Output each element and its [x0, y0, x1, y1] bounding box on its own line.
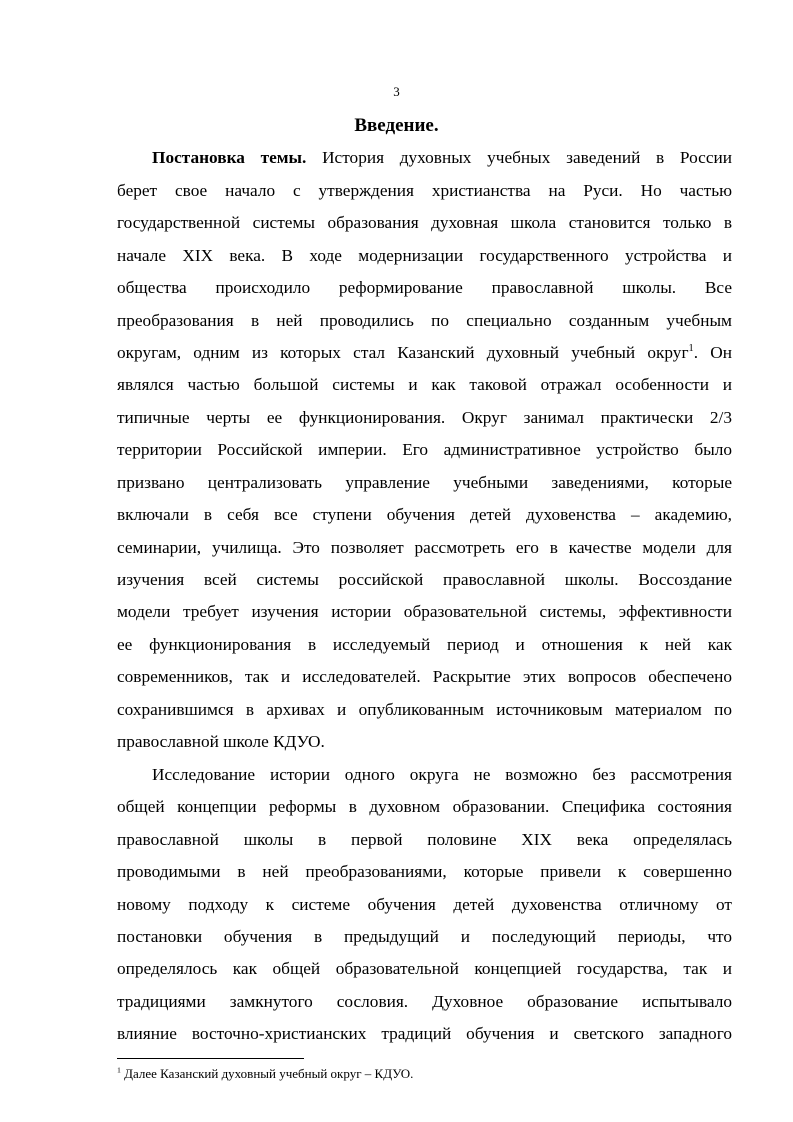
- text-line: общей концепции реформы в духовном образовании. Специфика состояния: [117, 797, 732, 816]
- text-line: призвано централизовать управление учебными заведениями, которые: [117, 473, 732, 492]
- text-line: православной школы в первой половине XIX века определялась: [117, 830, 732, 849]
- text-line: являлся частью большой системы и как таковой отражал особенности и: [117, 375, 732, 394]
- footnote-reference: 1: [688, 343, 694, 355]
- page-number: 3: [393, 84, 400, 99]
- text-line: традициями замкнутого сословия. Духовное образование испытывало: [117, 992, 732, 1011]
- text-line: ее функционирования в исследуемый период и отношения к ней как: [117, 635, 732, 654]
- section-title: Введение.: [354, 115, 439, 136]
- text-line: типичные черты ее функционирования. Округ занимал практически 2/3: [117, 408, 732, 427]
- text-line: берет свое начало с утверждения христианства на Руси. Но частью: [117, 181, 732, 200]
- footnote-marker: 1: [117, 1065, 121, 1075]
- text-line-with-footnote: [117, 342, 732, 364]
- text-line: проводимыми в ней преобразованиями, которые привели к совершенно: [117, 862, 732, 881]
- paragraph-2-line-1: Исследование истории одного округа не возможно без рассмотрения: [152, 765, 732, 784]
- paragraph-1-first-text: История духовных учебных заведений в России: [306, 148, 732, 167]
- footnote-divider: [117, 1058, 304, 1059]
- paragraph-lead: Постановка темы.: [152, 148, 307, 167]
- text-line: определялось как общей образовательной концепцией государства, так и: [117, 959, 732, 978]
- text-segment: округам, одним из которых стал Казанский духовный учебный округ: [117, 343, 689, 362]
- text-line: начале XIX века. В ходе модернизации государственного устройства и: [117, 246, 732, 265]
- paragraph-1-line-1: [152, 147, 732, 169]
- text-line: изучения всей системы российской православной школы. Воссоздание: [117, 570, 732, 589]
- text-line: модели требует изучения истории образовательной системы, эффективности: [117, 602, 732, 621]
- footnote: [117, 1066, 413, 1082]
- text-line: преобразования в ней проводились по специально созданным учебным: [117, 311, 732, 330]
- text-line: новому подходу к системе обучения детей духовенства отличному от: [117, 895, 732, 914]
- text-line: включали в себя все ступени обучения детей духовенства – академию,: [117, 505, 732, 524]
- text-line: влияние восточно-христианских традиций обучения и светского западного: [117, 1024, 732, 1043]
- text-line: государственной системы образования духовная школа становится только в: [117, 213, 732, 232]
- text-segment: . Он: [693, 343, 732, 362]
- text-line: территории Российской империи. Его административное устройство было: [117, 440, 732, 459]
- text-line: сохранившимся в архивах и опубликованным источниковым материалом по: [117, 700, 732, 719]
- text-line: современников, так и исследователей. Раскрытие этих вопросов обеспечено: [117, 667, 732, 686]
- footnote-text: Далее Казанский духовный учебный округ – КДУО.: [120, 1066, 414, 1081]
- text-line: семинарии, училища. Это позволяет рассмотреть его в качестве модели для: [117, 538, 732, 557]
- text-line: постановки обучения в предыдущий и последующий периоды, что: [117, 927, 732, 946]
- text-line: общества происходило реформирование православной школы. Все: [117, 278, 732, 297]
- text-line: православной школе КДУО.: [117, 732, 325, 751]
